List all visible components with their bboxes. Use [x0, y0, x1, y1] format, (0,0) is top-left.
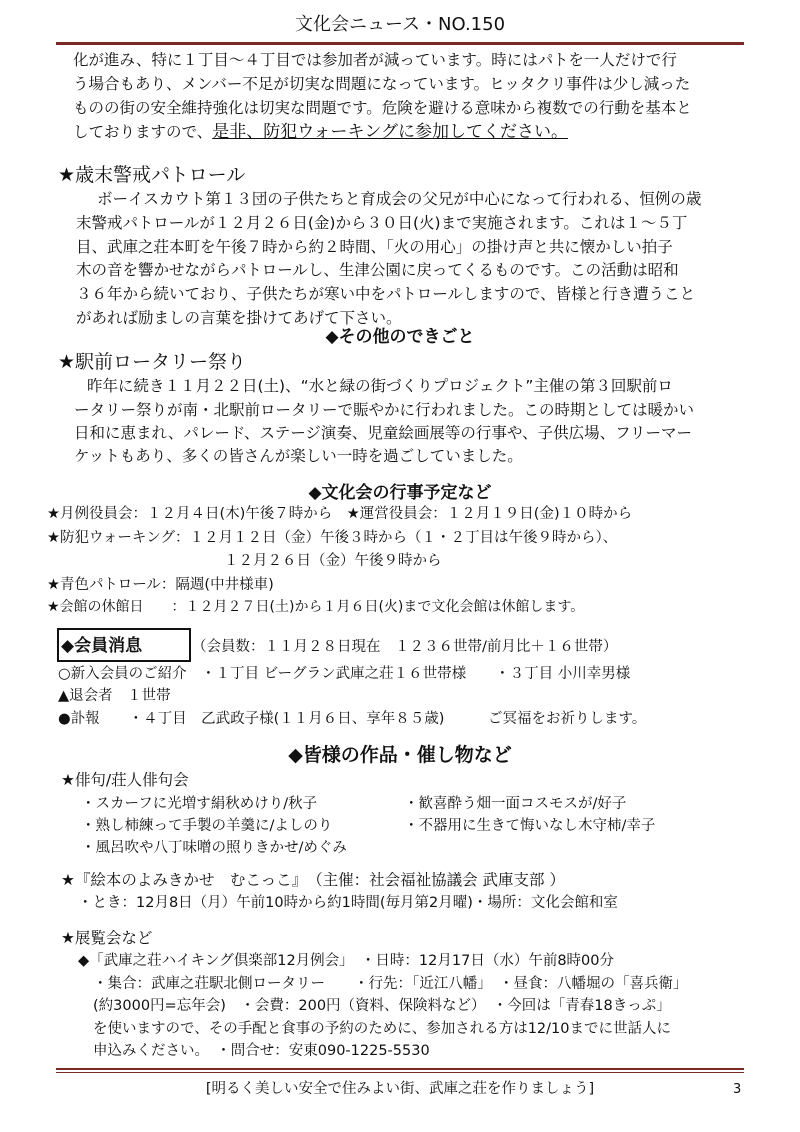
schedule-heading: ◆文化会の行事予定など: [308, 483, 492, 503]
patrol-line: ３６年から続いており、子供たちが寒い中をパトロールしますので、皆様と行き遭うこと: [76, 285, 696, 303]
obituary: ●訃報 ・４丁目 乙武政子様(１１月６日、享年８５歳) ご冥福をお祈りします。: [58, 711, 647, 727]
ehon-heading: ★『絵本のよみきかせ むこっこ』 （主催：社会福祉協議会 武庫支部 ）: [61, 871, 565, 889]
schedule-item: ★青色パトロール：隔週(中井様車): [47, 577, 274, 593]
departed-members: ▲退会者 １世帯: [58, 688, 171, 704]
exhibit-line: を使いますので、その手配と食事の予約のために、参加される方は12/10までに世話人に: [93, 1021, 671, 1037]
page-number: 3: [733, 1082, 742, 1097]
footer-rule: [56, 1068, 744, 1070]
exhibit-line: ・集合：武庫之荘駅北側ロータリー ・行先：「近江八幡」 ・昼食：八幡堀の「喜兵衛」: [93, 976, 688, 992]
rotary-line: 昨年に続き１１月２２日(土)、“水と緑の街づくりプロジェクト”主催の第３回駅前ロ: [87, 377, 673, 395]
rotary-festival-heading: ★駅前ロータリー祭り: [58, 351, 247, 373]
intro-line: [73, 122, 568, 143]
patrol-line: ボーイスカウト第１３団の子供たちと育成会の父兄が中心になって行われる、恒例の歳: [97, 190, 702, 208]
patrol-heading: ★歳末警戒パトロール: [58, 164, 246, 186]
intro-line: 化が進み、特に１丁目～４丁目では参加者が減っています。時にはパトを一人だけで行: [73, 51, 677, 69]
haiku-item: ・不器用に生きて悔いなし木守柿/幸子: [404, 818, 656, 834]
footer-rule-lower: [56, 1072, 744, 1073]
rotary-line: 日和に恵まれ、パレード、ステージ演奏、児童絵画展等の行事や、子供広場、フリーマー: [74, 424, 692, 442]
header-rule: [56, 42, 744, 45]
newsletter-title: 文化会ニュース・NO.150: [294, 14, 506, 35]
haiku-item: ・熟し柿練って手製の羊羹に/よしのり: [81, 818, 333, 834]
exhibit-line: (約3000円=忘年会) ・会費：200円（資料、保険料など） ・今回は「青春18きっぷ」: [93, 998, 671, 1014]
exhibit-line: 申込みください。 ・問合せ：安東090-1225-5530: [93, 1043, 430, 1059]
haiku-item: ・スカーフに光増す絹秋めけり/秋子: [81, 796, 318, 812]
intro-emphasis: 是非、防犯ウォーキングに参加してください。: [212, 122, 569, 142]
intro-line-text: しておりますので、: [73, 123, 213, 141]
schedule-item: １２月２６日（金）午後９時から: [224, 553, 442, 569]
works-heading: ◆皆様の作品・催し物など: [288, 744, 512, 766]
members-heading: ◆会員消息: [61, 636, 143, 656]
schedule-item: ★防犯ウォーキング：１２月１２日（金）午後３時から（１・２丁目は午後９時から）、: [47, 530, 618, 546]
intro-line: う場合もあり、メンバー不足が切実な問題になっています。ヒッタクリ事件は少し減った: [73, 75, 691, 93]
new-members: ○新入会員のご紹介 ・１丁目 ビーグラン武庫之荘１６世帯様 ・３丁目 小川幸男様: [58, 666, 631, 682]
rotary-line: ケットもあり、多くの皆さんが楽しい一時を過ごしていました。: [74, 447, 523, 465]
patrol-line: 目、武庫之荘本町を午後７時から約２時間、「火の用心」の掛け声と共に懐かしい拍子: [76, 238, 673, 256]
member-count: （会員数：１１月２８日現在 １２３６世帯/前月比＋１６世帯）: [192, 639, 618, 655]
haiku-heading: ★俳句/荘人俳句会: [61, 771, 189, 789]
patrol-line: 木の音を響かせながらパトロールし、生津公園に戻ってくるものです。この活動は昭和: [76, 261, 679, 279]
exhibit-heading: ★展覧会など: [61, 929, 153, 947]
footer-slogan: [明るく美しい安全で住みよい街、武庫之荘を作りましょう]: [205, 1081, 595, 1097]
haiku-item: ・風呂吹や八丁味噌の照りきかせ/めぐみ: [81, 840, 347, 856]
ehon-detail: ・とき：12月8日（月）午前10時から約1時間(毎月第2月曜)・場所：文化会館和室: [78, 895, 618, 911]
patrol-line: 末警戒パトロールが１２月２６日(金)から３０日(火)まで実施されます。これは１～５丁: [76, 214, 688, 232]
other-events-heading: ◆その他のできごと: [325, 327, 475, 347]
intro-line: ものの街の安全維持強化は切実な問題です。危険を避ける意味から複数での行動を基本と: [73, 99, 692, 117]
schedule-item: ★会館の休館日 ：１２月２７日(土)から１月６日(火)まで文化会館は休館します。: [47, 599, 585, 615]
patrol-line: があれば励ましの言葉を掛けてあげて下さい。: [76, 309, 402, 327]
haiku-item: ・歓喜酔う畑一面コスモスが/好子: [404, 796, 627, 812]
exhibit-line: ◆「武庫之荘ハイキング倶楽部12月例会」 ・日時：12月17日（水）午前8時00分: [78, 953, 614, 969]
schedule-item: ★月例役員会：１２月４日(木)午後７時から ★運営役員会：１２月１９日(金)１０時から: [47, 506, 633, 522]
rotary-line: ータリー祭りが南・北駅前ロータリーで賑やかに行われました。この時期としては暖かい: [74, 401, 695, 419]
